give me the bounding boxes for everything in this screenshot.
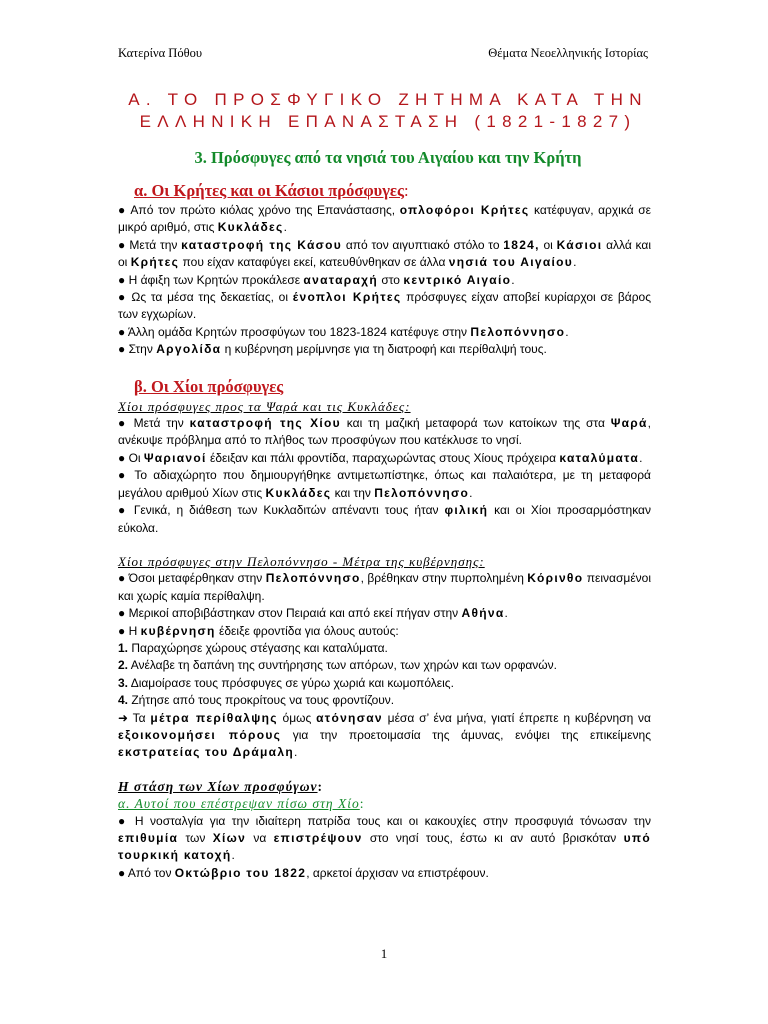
- paragraph: [118, 710, 651, 762]
- body-text: ● Μερικοί αποβιβάστηκαν στον Πειραιά και από εκεί πήγαν στην: [118, 606, 462, 621]
- body-text: ● Από τον πρώτο κιόλας χρόνο της Επανάστασης,: [118, 203, 400, 217]
- body-text: κατέφυγαν, αρχικά σε μικρό αριθμό, στις: [118, 203, 651, 235]
- emphasis-text: κεντρικό Αιγαίο: [403, 272, 512, 287]
- body-text: που είχαν καταφύγει εκεί, κατευθύνθηκαν σε άλλα: [179, 255, 449, 270]
- paragraph: [118, 813, 651, 865]
- body-text: όμως: [277, 710, 317, 725]
- paragraph: [118, 272, 651, 289]
- body-text: αλλά και οι: [118, 237, 651, 270]
- body-text: ● Μετά την: [118, 416, 190, 431]
- emphasis-text: κυβέρνηση: [140, 623, 216, 638]
- body-text: .: [283, 220, 287, 235]
- body-text: ● Μετά την: [118, 237, 182, 252]
- subheading: Η στάση των Χίων προσφύγων:: [118, 778, 323, 794]
- body-text: .: [573, 255, 577, 270]
- list-item: 3. Διαμοίρασε τους πρόσφυγες σε γύρω χωριά και κωμοπόλεις.: [118, 675, 454, 690]
- body-text: .: [469, 485, 473, 500]
- list-item: 2. Ανέλαβε τη δαπάνη της συντήρησης των απόρων, των χηρών και των ορφανών.: [118, 658, 557, 673]
- body-text: .: [231, 848, 235, 863]
- emphasis-text: εξοικονομήσει πόρους: [118, 727, 282, 742]
- emphasis-text: Κυκλάδες: [265, 485, 332, 500]
- emphasis-text: Χίων: [212, 831, 247, 845]
- body-text: από τον αιγυπτιακό στόλο το: [342, 237, 504, 252]
- emphasis-text: Κάσιοι: [556, 237, 603, 252]
- emphasis-text: Οκτώβριο του 1822: [174, 865, 307, 880]
- document-body: [118, 180, 651, 882]
- body-text: , αρκετοί άρχισαν να επιστρέφουν.: [306, 865, 489, 880]
- emphasis-text: αναταραχή: [303, 272, 378, 287]
- body-text: να: [246, 831, 274, 845]
- emphasis-text: Πελοπόννησο: [470, 324, 566, 339]
- paragraph: [118, 324, 651, 341]
- body-text: .: [639, 450, 643, 465]
- paragraph: [118, 202, 651, 237]
- body-text: .: [293, 745, 298, 760]
- body-text: και οι Χίοι προσαρμόστηκαν εύκολα.: [118, 503, 651, 535]
- body-text: , ανέκυψε πρόβλημα από το πλήθος των προσφύγων που κατέκλυσε το νησί.: [118, 416, 651, 448]
- body-text: οι: [539, 237, 557, 252]
- paragraph: [118, 570, 651, 605]
- subheading: Χίοι πρόσφυγες στην Πελοπόννησο - Μέτρα της κυβέρνησης:: [118, 553, 485, 569]
- body-text: για την προετοιμασία της άμυνας, ενόψει της επικείμενης: [281, 727, 651, 742]
- emphasis-text: φιλική: [444, 503, 489, 518]
- emphasis-text: Κυκλάδες: [217, 220, 284, 235]
- emphasis-text: Κρήτες: [130, 255, 180, 270]
- body-text: ● Το αδιαχώρητο που δημιουργήθηκε αντιμετωπίστηκε, όπως και παλαιότερα, με τη μεταφορά μεγάλου αριθμού Χίων στις: [118, 468, 651, 500]
- emphasis-text: ένοπλοι Κρήτες: [292, 290, 402, 305]
- emphasis-text: νησιά του Αιγαίου: [448, 255, 574, 270]
- subheading: Χίοι πρόσφυγες προς τα Ψαρά και τις Κυκλάδες:: [118, 398, 411, 414]
- body-text: ● Άλλη ομάδα Κρητών προσφύγων του 1823-1824 κατέφυγε στην: [118, 324, 471, 339]
- emphasis-text: εκστρατείας του Δράμαλη: [118, 745, 294, 760]
- emphasis-text: υπό τουρκική κατοχή: [118, 831, 651, 863]
- body-text: ● Η άφιξη των Κρητών προκάλεσε: [118, 272, 304, 287]
- body-text: των: [178, 831, 213, 845]
- paragraph: [118, 467, 651, 502]
- emphasis-text: Κόρινθο: [527, 571, 584, 586]
- emphasis-text: επιθυμία: [118, 831, 179, 845]
- section-subtitle: 3. Πρόσφυγες από τα νησιά του Αιγαίου και την Κρήτη: [194, 148, 582, 167]
- paragraph: [118, 605, 651, 622]
- header-author: Κατερίνα Πόθου: [118, 46, 203, 60]
- page-number: 1: [380, 946, 388, 961]
- paragraph: [118, 289, 651, 324]
- title-line-1: Α. ΤΟ ΠΡΟΣΦΥΓΙΚΟ ΖΗΤΗΜΑ ΚΑΤΑ ΤΗΝ: [128, 90, 648, 109]
- paragraph: [118, 237, 651, 272]
- document-title: [100, 89, 676, 133]
- emphasis-text: ατόνησαν: [316, 710, 383, 725]
- paragraph: [118, 623, 651, 640]
- emphasis-text: Πελοπόννησο: [374, 485, 470, 500]
- body-text: έδειξε φροντίδα για όλους αυτούς:: [215, 623, 399, 638]
- paragraph: [118, 865, 651, 882]
- emphasis-text: Ψαριανοί: [143, 450, 207, 465]
- body-text: .: [511, 272, 515, 287]
- body-text: πεινασμένοι και χωρίς καμία περίθαλψη.: [118, 571, 652, 603]
- body-text: και τη μαζική μεταφορά των κατοίκων της στα: [340, 416, 611, 431]
- list-item: 1. Παραχώρησε χώρους στέγασης και καταλύματα.: [118, 640, 388, 655]
- body-text: ● Γενικά, η διάθεση των Κυκλαδιτών απέναντι τους ήταν: [118, 503, 445, 518]
- emphasis-text: καταστροφή της Χίου: [189, 416, 341, 431]
- emphasis-text: καταλύματα: [559, 450, 640, 465]
- body-text: και την: [331, 485, 375, 500]
- body-text: πρόσφυγες είχαν αποβεί κυρίαρχοι σε βάρος των εγχωρίων.: [118, 290, 651, 322]
- body-text: .: [504, 606, 508, 621]
- emphasis-text: 1824,: [503, 237, 540, 252]
- body-text: ● Η νοσταλγία για την ιδιαίτερη πατρίδα τους και οι κακουχίες στην προσφυγιά τόνωσαν την: [118, 813, 651, 828]
- body-text: στο: [378, 272, 404, 287]
- emphasis-text: Ψαρά: [610, 416, 648, 431]
- body-text: μέσα σ’ ένα μήνα, γιατί έπρεπε η κυβέρνηση να: [382, 710, 651, 725]
- body-text: έδειξαν και πάλι φροντίδα, παραχωρώντας στους Χίους πρόχειρα: [206, 450, 560, 465]
- body-text: ➜ Τα: [118, 710, 151, 725]
- body-text: ● Όσοι μεταφέρθηκαν στην: [118, 571, 266, 586]
- emphasis-text: Αθήνα: [461, 606, 505, 621]
- subheading: α. Αυτοί που επέστρεψαν πίσω στη Χίο:: [118, 796, 365, 812]
- body-text: ● Από τον: [118, 865, 175, 880]
- title-line-2: ΕΛΛΗΝΙΚΗ ΕΠΑΝΑΣΤΑΣΗ (1821-1827): [139, 112, 637, 131]
- list-item: 4. Ζήτησε από τους προκρίτους να τους φροντίζουν.: [118, 693, 395, 708]
- emphasis-text: Αργολίδα: [156, 342, 222, 357]
- section-heading-a: α. Οι Κρήτες και οι Κάσιοι πρόσφυγες:: [134, 181, 409, 200]
- paragraph: [118, 502, 651, 537]
- body-text: .: [565, 324, 569, 339]
- body-text: ● Οι: [118, 450, 144, 465]
- body-text: στο νησί τους, έστω κι αν αυτό βρισκόταν: [362, 831, 624, 845]
- emphasis-text: καταστροφή της Κάσου: [181, 237, 343, 252]
- paragraph: [118, 450, 651, 467]
- emphasis-text: μέτρα περίθαλψης: [150, 710, 278, 725]
- body-text: , βρέθηκαν στην πυρπολημένη: [360, 571, 528, 586]
- paragraph: [118, 415, 651, 450]
- emphasis-text: Πελοπόννησο: [265, 571, 361, 586]
- body-text: η κυβέρνηση μερίμνησε για τη διατροφή και περίθαλψή τους.: [221, 342, 547, 357]
- header-course: Θέματα Νεοελληνικής Ιστορίας: [488, 46, 648, 60]
- body-text: ● Η: [118, 623, 141, 638]
- body-text: ● Ως τα μέσα της δεκαετίας, οι: [118, 290, 293, 305]
- paragraph: [118, 341, 651, 358]
- emphasis-text: επιστρέψουν: [273, 831, 363, 845]
- section-heading-b: β. Οι Χίοι πρόσφυγες: [134, 376, 284, 396]
- emphasis-text: οπλοφόροι Κρήτες: [399, 203, 530, 217]
- body-text: ● Στην: [118, 342, 157, 357]
